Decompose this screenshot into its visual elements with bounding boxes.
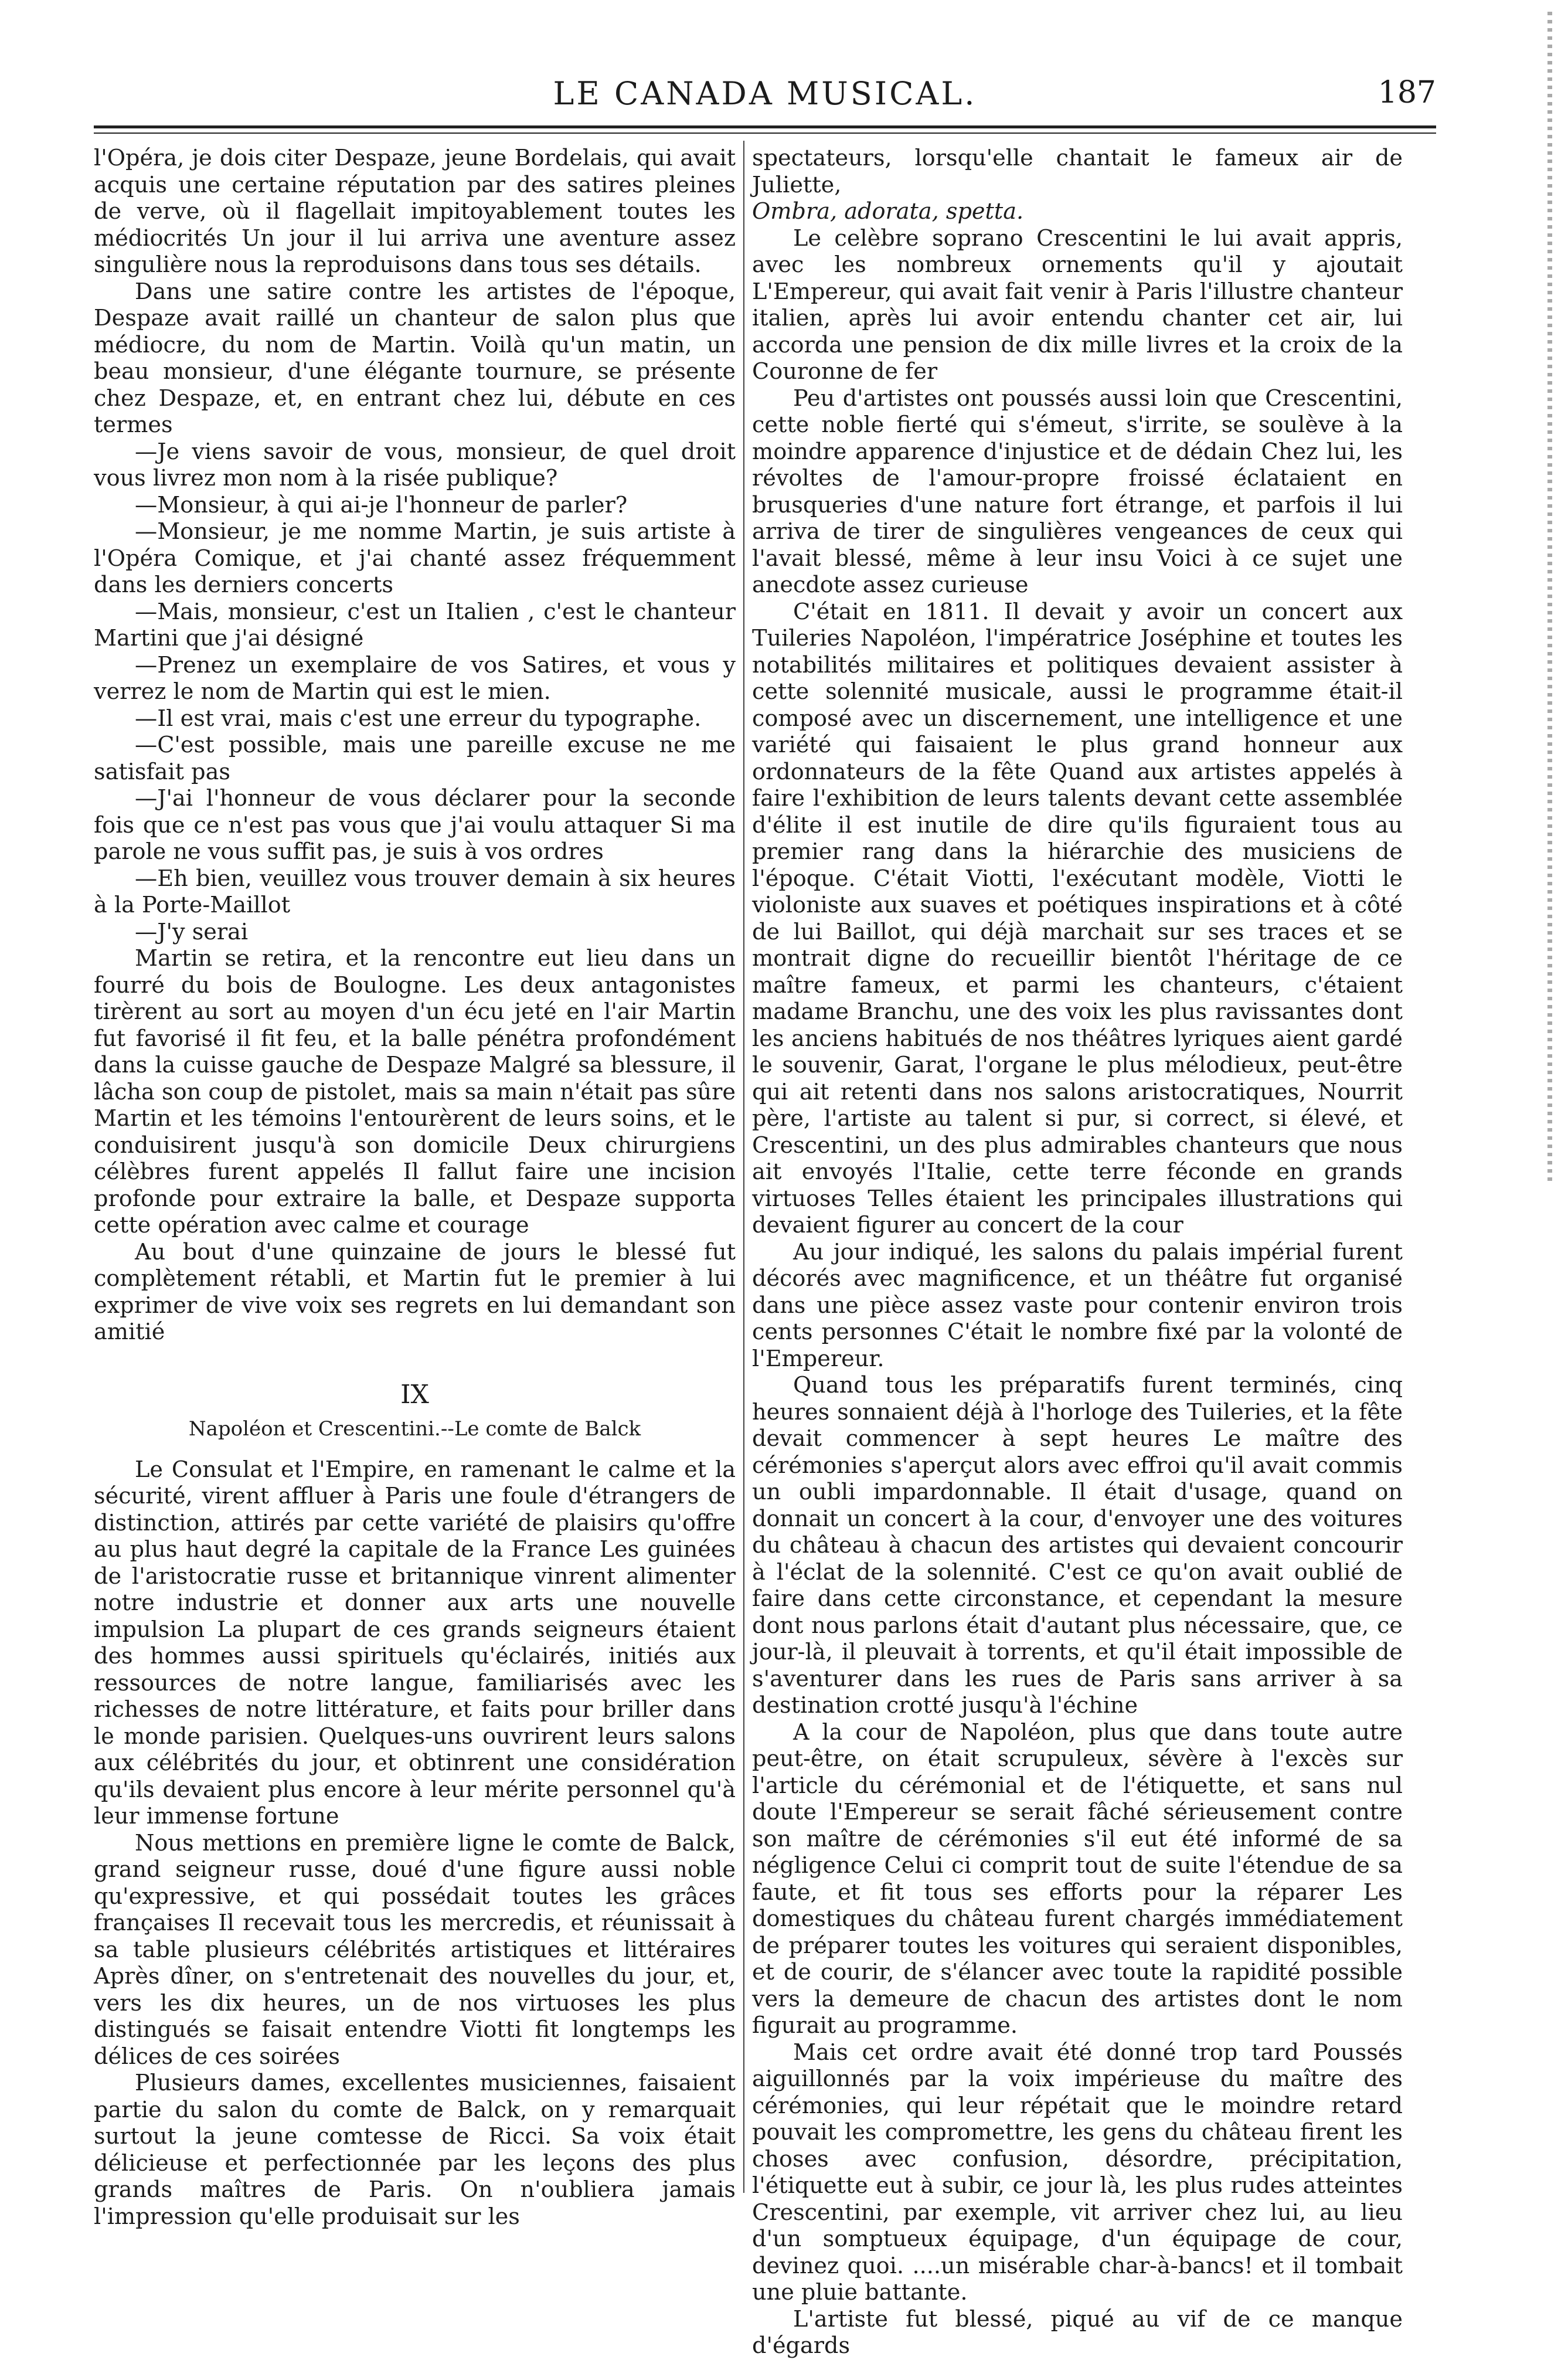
scan-edge	[1547, 12, 1552, 1184]
header-rule-thin	[94, 133, 1436, 134]
dialogue-line: —Mais, monsieur, c'est un Italien , c'est le chanteur Martini que j'ai désigné	[94, 599, 736, 651]
masthead-title: LE CANADA MUSICAL.	[553, 75, 977, 112]
right-column	[752, 145, 1403, 2360]
dialogue-line: —Monsieur, à qui ai-je l'honneur de parler?	[135, 492, 628, 518]
dialogue-line: —Je viens savoir de vous, monsieur, de quel droit vous livrez mon nom à la risée publique?	[94, 439, 736, 491]
section-number: IX	[400, 1379, 429, 1410]
paragraph: Nous mettions en première ligne le comte de Balck, grand seigneur russe, doué d'une figure aussi noble qu'expressive, et qui possédait toutes les grâces françaises Il recevait tous les mercredis, et réunissait à sa table plusieurs célébrités artistiques et littéraires Après dîner, on s'entretenait des nouvelles du jour, et, vers les dix heures, un de nos virtuoses les plus distingués se faisait entendre Viotti fit longtemps les délices de ces soirées	[94, 1830, 736, 2070]
paragraph: Plusieurs dames, excellentes musiciennes, faisaient partie du salon du comte de Balck, on y remarquait surtout la jeune comtesse de Ricci. Sa voix était délicieuse et perfectionnée par les leçons des plus grands maîtres de Paris. On n'oubliera jamais l'impression qu'elle produisait sur les	[94, 2070, 736, 2230]
dialogue-line: —Eh bien, veuillez vous trouver demain à six heures à la Porte-Maillot	[94, 865, 736, 918]
paragraph: Quand tous les préparatifs furent terminés, cinq heures sonnaient déjà à l'horloge des Tuileries, et la fête devait commencer à sept heures Le maître des cérémonies s'aperçut alors avec effroi qu'il avait commis un oubli impardonnable. Il était d'usage, quand on donnait un concert à la cour, d'envoyer une des voitures du château à chacun des artistes qui devaient concourir à l'éclat de la solennité. C'est ce qu'on avait oublié de faire dans cette circonstance, et cependant la mesure dont nous parlons était d'autant plus nécessaire, que, ce jour-là, il pleuvait à torrents, et qu'il était impossible de s'aventurer dans les rues de Paris sans arriver à sa destination crotté jusqu'à l'échine	[752, 1373, 1403, 1719]
dialogue-line: —Il est vrai, mais c'est une erreur du typographe.	[135, 705, 702, 732]
paragraph: Au bout d'une quinzaine de jours le blessé fut complètement rétabli, et Martin fut le premier à lui exprimer de vive voix ses regrets en lui demandant son amitié	[94, 1239, 736, 1345]
paragraph: spectateurs, lorsqu'elle chantait le fameux air de Juliette,	[752, 145, 1403, 198]
header-rule-thick	[94, 125, 1436, 128]
dialogue-line: —J'ai l'honneur de vous déclarer pour la seconde fois que ce n'est pas vous que j'ai voulu attaquer Si ma parole ne vous suffit pas, je suis à vos ordres	[94, 786, 736, 865]
dialogue-line: —C'est possible, mais une pareille excuse ne me satisfait pas	[94, 732, 736, 785]
paragraph: l'Opéra, je dois citer Despaze, jeune Bordelais, qui avait acquis une certaine réputation par des satires pleines de verve, où il flagellait impitoyablement toutes les médiocrités Un jour il lui arriva une aventure assez singulière nous la reproduisons dans tous ses détails.	[94, 145, 736, 278]
left-column	[94, 145, 736, 2230]
paragraph: Le celèbre soprano Crescentini le lui avait appris, avec les nombreux ornements qu'il y ajoutait L'Empereur, qui avait fait venir à Paris l'illustre chanteur italien, après lui avoir entendu chanter cet air, lui accorda une pension de dix mille livres et la croix de la Couronne de fer	[752, 225, 1403, 385]
paragraph: L'artiste fut blessé, piqué au vif de ce manque d'égards	[752, 2306, 1403, 2359]
paragraph: Le Consulat et l'Empire, en ramenant le calme et la sécurité, virent affluer à Paris une foule d'étrangers de distinction, attirés par cette variété de plaisirs qu'offre au plus haut degré la capitale de la France Les guinées de l'aristocratie russe et britannique vinrent alimenter notre industrie et donner aux arts une nouvelle impulsion La plupart de ces grands seigneurs étaient des hommes aussi spirituels qu'éclairés, initiés aux ressources de notre langue, familiarisés avec les richesses de notre littérature, et faits pour briller dans le monde parisien. Quelques-uns ouvrirent leurs salons aux célébrités du jour, et obtinrent une considération qu'ils devaient plus encore à leur mérite personnel qu'à leur immense fortune	[94, 1456, 736, 1829]
page-header	[94, 75, 1436, 122]
dialogue-line: —J'y serai	[135, 919, 249, 945]
paragraph: A la cour de Napoléon, plus que dans toute autre peut-être, on était scrupuleux, sévère à l'excès sur l'article du cérémonial et de l'étiquette, et sans nul doute l'Empereur se serait fâché sérieusement contre son maître de cérémonies s'il eut été informé de sa négligence Celui ci comprit tout de suite l'étendue de sa faute, et fit tous ses efforts pour la réparer Les domestiques du château furent chargés immédiatement de préparer toutes les voitures qui seraient disponibles, et de courir, de s'élancer avec toute la rapidité possible vers la demeure de chacun des artistes dont le nom figurait au programme.	[752, 1719, 1403, 2039]
column-divider	[743, 141, 744, 2193]
paragraph: Dans une satire contre les artistes de l'époque, Despaze avait raillé un chanteur de salon plus que médiocre, du nom de Martin. Voilà qu'un matin, un beau monsieur, d'une élégante tournure, se présente chez Despaze, et, en entrant chez lui, débute en ces termes	[94, 279, 736, 438]
section-title: Napoléon et Crescentini.--Le comte de Balck	[188, 1417, 641, 1441]
page-number: 187	[1377, 75, 1436, 110]
dialogue-line: —Prenez un exemplaire de vos Satires, et vous y verrez le nom de Martin qui est le mien.	[94, 652, 736, 705]
paragraph: Martin se retira, et la rencontre eut lieu dans un fourré du bois de Boulogne. Les deux antagonistes tirèrent au sort au moyen d'un écu jeté en l'air Martin fut favorisé il fit feu, et la balle pénétra profondément dans la cuisse gauche de Despaze Malgré sa blessure, il lâcha son coup de pistolet, mais sa main n'était pas sûre Martin et les témoins l'entourèrent de leurs soins, et le conduisirent jusqu'à son domicile Deux chirurgiens célèbres furent appelés Il fallut faire une incision profonde pour extraire la balle, et Despaze supporta cette opération avec calme et courage	[94, 946, 736, 1238]
paragraph: Peu d'artistes ont poussés aussi loin que Crescentini, cette noble fierté qui s'émeut, s'irrite, se soulève à la moindre apparence d'injustice et de dédain Chez lui, les révoltes de l'amour-propre froissé éclataient en brusqueries d'une nature fort étrange, et parfois il lui arriva de tirer de singulières vengeances de ceux qui l'avait blessé, même à leur insu Voici à ce sujet une anecdote assez curieuse	[752, 385, 1403, 598]
aria-title: Ombra, adorata, spetta.	[752, 199, 1024, 225]
paragraph: Au jour indiqué, les salons du palais impérial furent décorés avec magnificence, et un théâtre fut organisé dans une pièce assez vaste pour contenir environ trois cents personnes C'était le nombre fixé par la volonté de l'Empereur.	[752, 1239, 1403, 1372]
paragraph: Mais cet ordre avait été donné trop tard Poussés aiguillonnés par la voix impérieuse du maître des cérémonies, qui leur répétait que le moindre retard pouvait les compromettre, les gens du château firent les choses avec confusion, désordre, précipitation, l'étiquette eut à subir, ce jour là, les plus rudes atteintes Crescentini, par exemple, vit arriver chez lui, au lieu d'un somptueux équipage, d'un équipage de cour, devinez quoi. ....un misérable char-à-bancs! et il tombait une pluie battante.	[752, 2039, 1403, 2305]
paragraph: C'était en 1811. Il devait y avoir un concert aux Tuileries Napoléon, l'impératrice Joséphine et toutes les notabilités militaires et politiques devaient assister à cette solennité musicale, aussi le programme était-il composé avec un discernement, une intelligence et une variété qui faisaient le plus grand honneur aux ordonnateurs de la fête Quand aux artistes appelés à faire l'exhibition de leurs talents devant cette assemblée d'élite il est inutile de dire qu'ils figuraient tous au premier rang dans la hiérarchie des musiciens de l'époque. C'était Viotti, l'exécutant modèle, Viotti le violoniste aux suaves et poétiques inspirations et à côté de lui Baillot, qui déjà marchait sur ses traces et se montrait digne do recueillir bientôt l'héritage de ce maître fameux, et parmi les chanteurs, c'étaient madame Branchu, une des voix les plus ravissantes dont les anciens habitués de nos théâtres lyriques aient gardé le souvenir, Garat, l'organe le plus mélodieux, peut-être qui ait retenti dans nos salons aristocratiques, Nourrit père, l'artiste au talent si pur, si correct, si élevé, et Crescentini, un des plus admirables chanteurs que nous ait envoyés l'Italie, cette terre féconde en grands virtuoses Telles étaient les principales illustrations qui devaient figurer au concert de la cour	[752, 599, 1403, 1238]
dialogue-line: —Monsieur, je me nomme Martin, je suis artiste à l'Opéra Comique, et j'ai chanté assez fréquemment dans les derniers concerts	[94, 519, 736, 598]
